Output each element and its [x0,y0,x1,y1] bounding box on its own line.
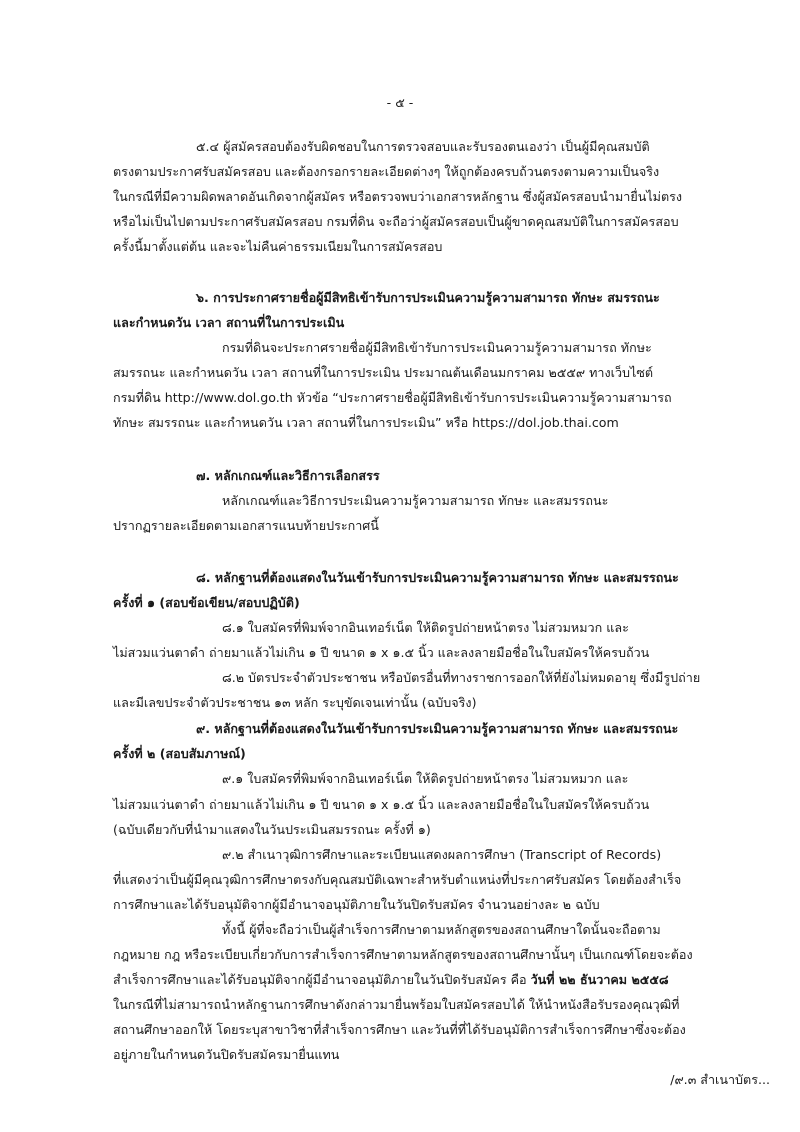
s8-heading-line-2: ครั้งที่ ๑ (สอบข้อเขียน/สอบปฏิบัติ) [113,595,300,610]
s9-2-line-3: การศึกษาและได้รับอนุมัติจากผู้มีอำนาจอนุมัติภายในวันปิดรับสมัคร จำนวนอย่างละ ๒ ฉบับ [113,897,600,912]
s9-1-line-1: ๙.๑ ใบสมัครที่พิมพ์จากอินเทอร์เน็ต ให้ติดรูปถ่ายหน้าตรง ไม่สวมหมวก และ [222,771,629,786]
s9-note-line-4: ในกรณีที่ไม่สามารถนำหลักฐานการศึกษาดังกล่าวมายื่นพร้อมใบสมัครสอบได้ ให้นำหนังสือรับรองคุณวุฒิที่ [113,997,680,1012]
s8-1-line-1: ๘.๑ ใบสมัครที่พิมพ์จากอินเทอร์เน็ต ให้ติดรูปถ่ายหน้าตรง ไม่สวมหมวก และ [222,620,629,635]
s9-heading-line-2: ครั้งที่ ๒ (สอบสัมภาษณ์) [113,746,246,761]
s5-4-line-5: ครั้งนี้มาตั้งแต่ต้น และจะไม่คืนค่าธรรมเนียมในการสมัครสอบ [113,239,443,254]
s6-heading-line-2: และกำหนดวัน เวลา สถานที่ในการประเมิน [113,315,345,330]
s9-note-line-6: อยู่ภายในกำหนดวันปิดรับสมัครมายื่นแทน [113,1047,340,1062]
s9-1-line-3: (ฉบับเดียวกับที่นำมาแสดงในวันประเมินสมรรถนะ ครั้งที่ ๑) [113,822,431,837]
s7-heading: ๗. หลักเกณฑ์และวิธีการเลือกสรร [196,468,380,483]
s9-note-line-1: ทั้งนี้ ผู้ที่จะถือว่าเป็นผู้สำเร็จการศึกษาตามหลักสูตรของสถานศึกษาใดนั้นจะถือตาม [222,922,661,937]
s8-1-line-2: ไม่สวมแว่นตาดำ ถ่ายมาแล้วไม่เกิน ๑ ปี ขนาด ๑ x ๑.๕ นิ้ว และลงลายมือชื่อในใบสมัครให้ครบถ้วน [113,645,650,660]
s7-body-line-1: หลักเกณฑ์และวิธีการประเมินความรู้ความสามารถ ทักษะ และสมรรถนะ [222,493,609,508]
s9-2-line-2: ที่แสดงว่าเป็นผู้มีคุณวุฒิการศึกษาตรงกับคุณสมบัติเฉพาะสำหรับตำแหน่งที่ประกาศรับสมัคร โดยต้องสำเร็จ [113,872,682,887]
s9-heading-line-1: ๙. หลักฐานที่ต้องแสดงในวันเข้ารับการประเมินความรู้ความสามารถ ทักษะ และสมรรถนะ [196,721,679,736]
s6-body-line-3: กรมที่ดิน http://www.dol.go.th หัวข้อ “ประกาศรายชื่อผู้มีสิทธิเข้ารับการประเมินความรู้ความสามารถ [113,390,672,405]
closing-date: วันที่ ๒๒ ธันวาคม ๒๕๕๘ [530,972,669,987]
s5-4-line-3: ในกรณีที่มีความผิดพลาดอันเกิดจากผู้สมัคร หรือตรวจพบว่าเอกสารหลักฐาน ซึ่งผู้สมัครสอบนำมายื่นไม่ตรง [113,189,683,204]
s5-4-line-1: ๕.๔ ผู้สมัครสอบต้องรับผิดชอบในการตรวจสอบและรับรองตนเองว่า เป็นผู้มีคุณสมบัติ [196,139,650,154]
s6-body-line-1: กรมที่ดินจะประกาศรายชื่อผู้มีสิทธิเข้ารับการประเมินความรู้ความสามารถ ทักษะ [222,340,652,355]
s8-heading-line-1: ๘. หลักฐานที่ต้องแสดงในวันเข้ารับการประเมินความรู้ความสามารถ ทักษะ และสมรรถนะ [196,570,679,585]
s9-note-line-3-text: สำเร็จการศึกษาและได้รับอนุมัติจากผู้มีอำนาจอนุมัติภายในวันปิดรับสมัคร คือ [113,972,531,987]
s7-body-line-2: ปรากฏรายละเอียดตามเอกสารแนบท้ายประกาศนี้ [113,518,379,533]
s9-2-line-1: ๙.๒ สำเนาวุฒิการศึกษาและระเบียนแสดงผลการศึกษา (Transcript of Records) [222,847,662,862]
page-number: - ๕ - [386,95,414,110]
s8-2-line-2: และมีเลขประจำตัวประชาชน ๑๓ หลัก ระบุขัดเจนเท่านั้น (ฉบับจริง) [113,695,477,710]
s9-1-line-2: ไม่สวมแว่นตาดำ ถ่ายมาแล้วไม่เกิน ๑ ปี ขนาด ๑ x ๑.๕ นิ้ว และลงลายมือชื่อในใบสมัครให้ครบถ้วน [113,797,650,812]
s5-4-line-2: ตรงตามประกาศรับสมัครสอบ และต้องกรอกรายละเอียดต่างๆ ให้ถูกต้องครบถ้วนตรงตามความเป็นจริง [113,164,660,179]
s9-note-line-2: กฎหมาย กฎ หรือระเบียบเกี่ยวกับการสำเร็จการศึกษาตามหลักสูตรของสถานศึกษานั้นๆ เป็นเกณฑ์โดยจะต้อง [113,947,693,962]
s6-body-line-4: ทักษะ สมรรถนะ และกำหนดวัน เวลา สถานที่ในการประเมิน” หรือ https://dol.job.thai.com [113,415,619,430]
s5-4-line-4: หรือไม่เป็นไปตามประกาศรับสมัครสอบ กรมที่ดิน จะถือว่าผู้สมัครสอบเป็นผู้ขาดคุณสมบัติในการสมัครสอบ [113,214,679,229]
s9-note-line-3 [113,971,669,989]
s8-2-line-1: ๘.๒ บัตรประจำตัวประชาชน หรือบัตรอื่นที่ทางราชการออกให้ที่ยังไม่หมดอายุ ซึ่งมีรูปถ่าย [222,670,701,685]
s9-note-line-5: สถานศึกษาออกให้ โดยระบุสาขาวิชาที่สำเร็จการศึกษา และวันที่ที่ได้รับอนุมัติการสำเร็จการศึกษาซึ่งจะต้อง [113,1022,686,1037]
s6-body-line-2: สมรรถนะ และกำหนดวัน เวลา สถานที่ในการประเมิน ประมาณต้นเดือนมกราคม ๒๕๕๙ ทางเว็บไซต์ [113,365,654,380]
continuation-note: /๙.๓ สำเนาบัตร... [670,1072,770,1087]
s6-heading-line-1: ๖. การประกาศรายชื่อผู้มีสิทธิเข้ารับการประเมินความรู้ความสามารถ ทักษะ สมรรถนะ [196,290,660,305]
